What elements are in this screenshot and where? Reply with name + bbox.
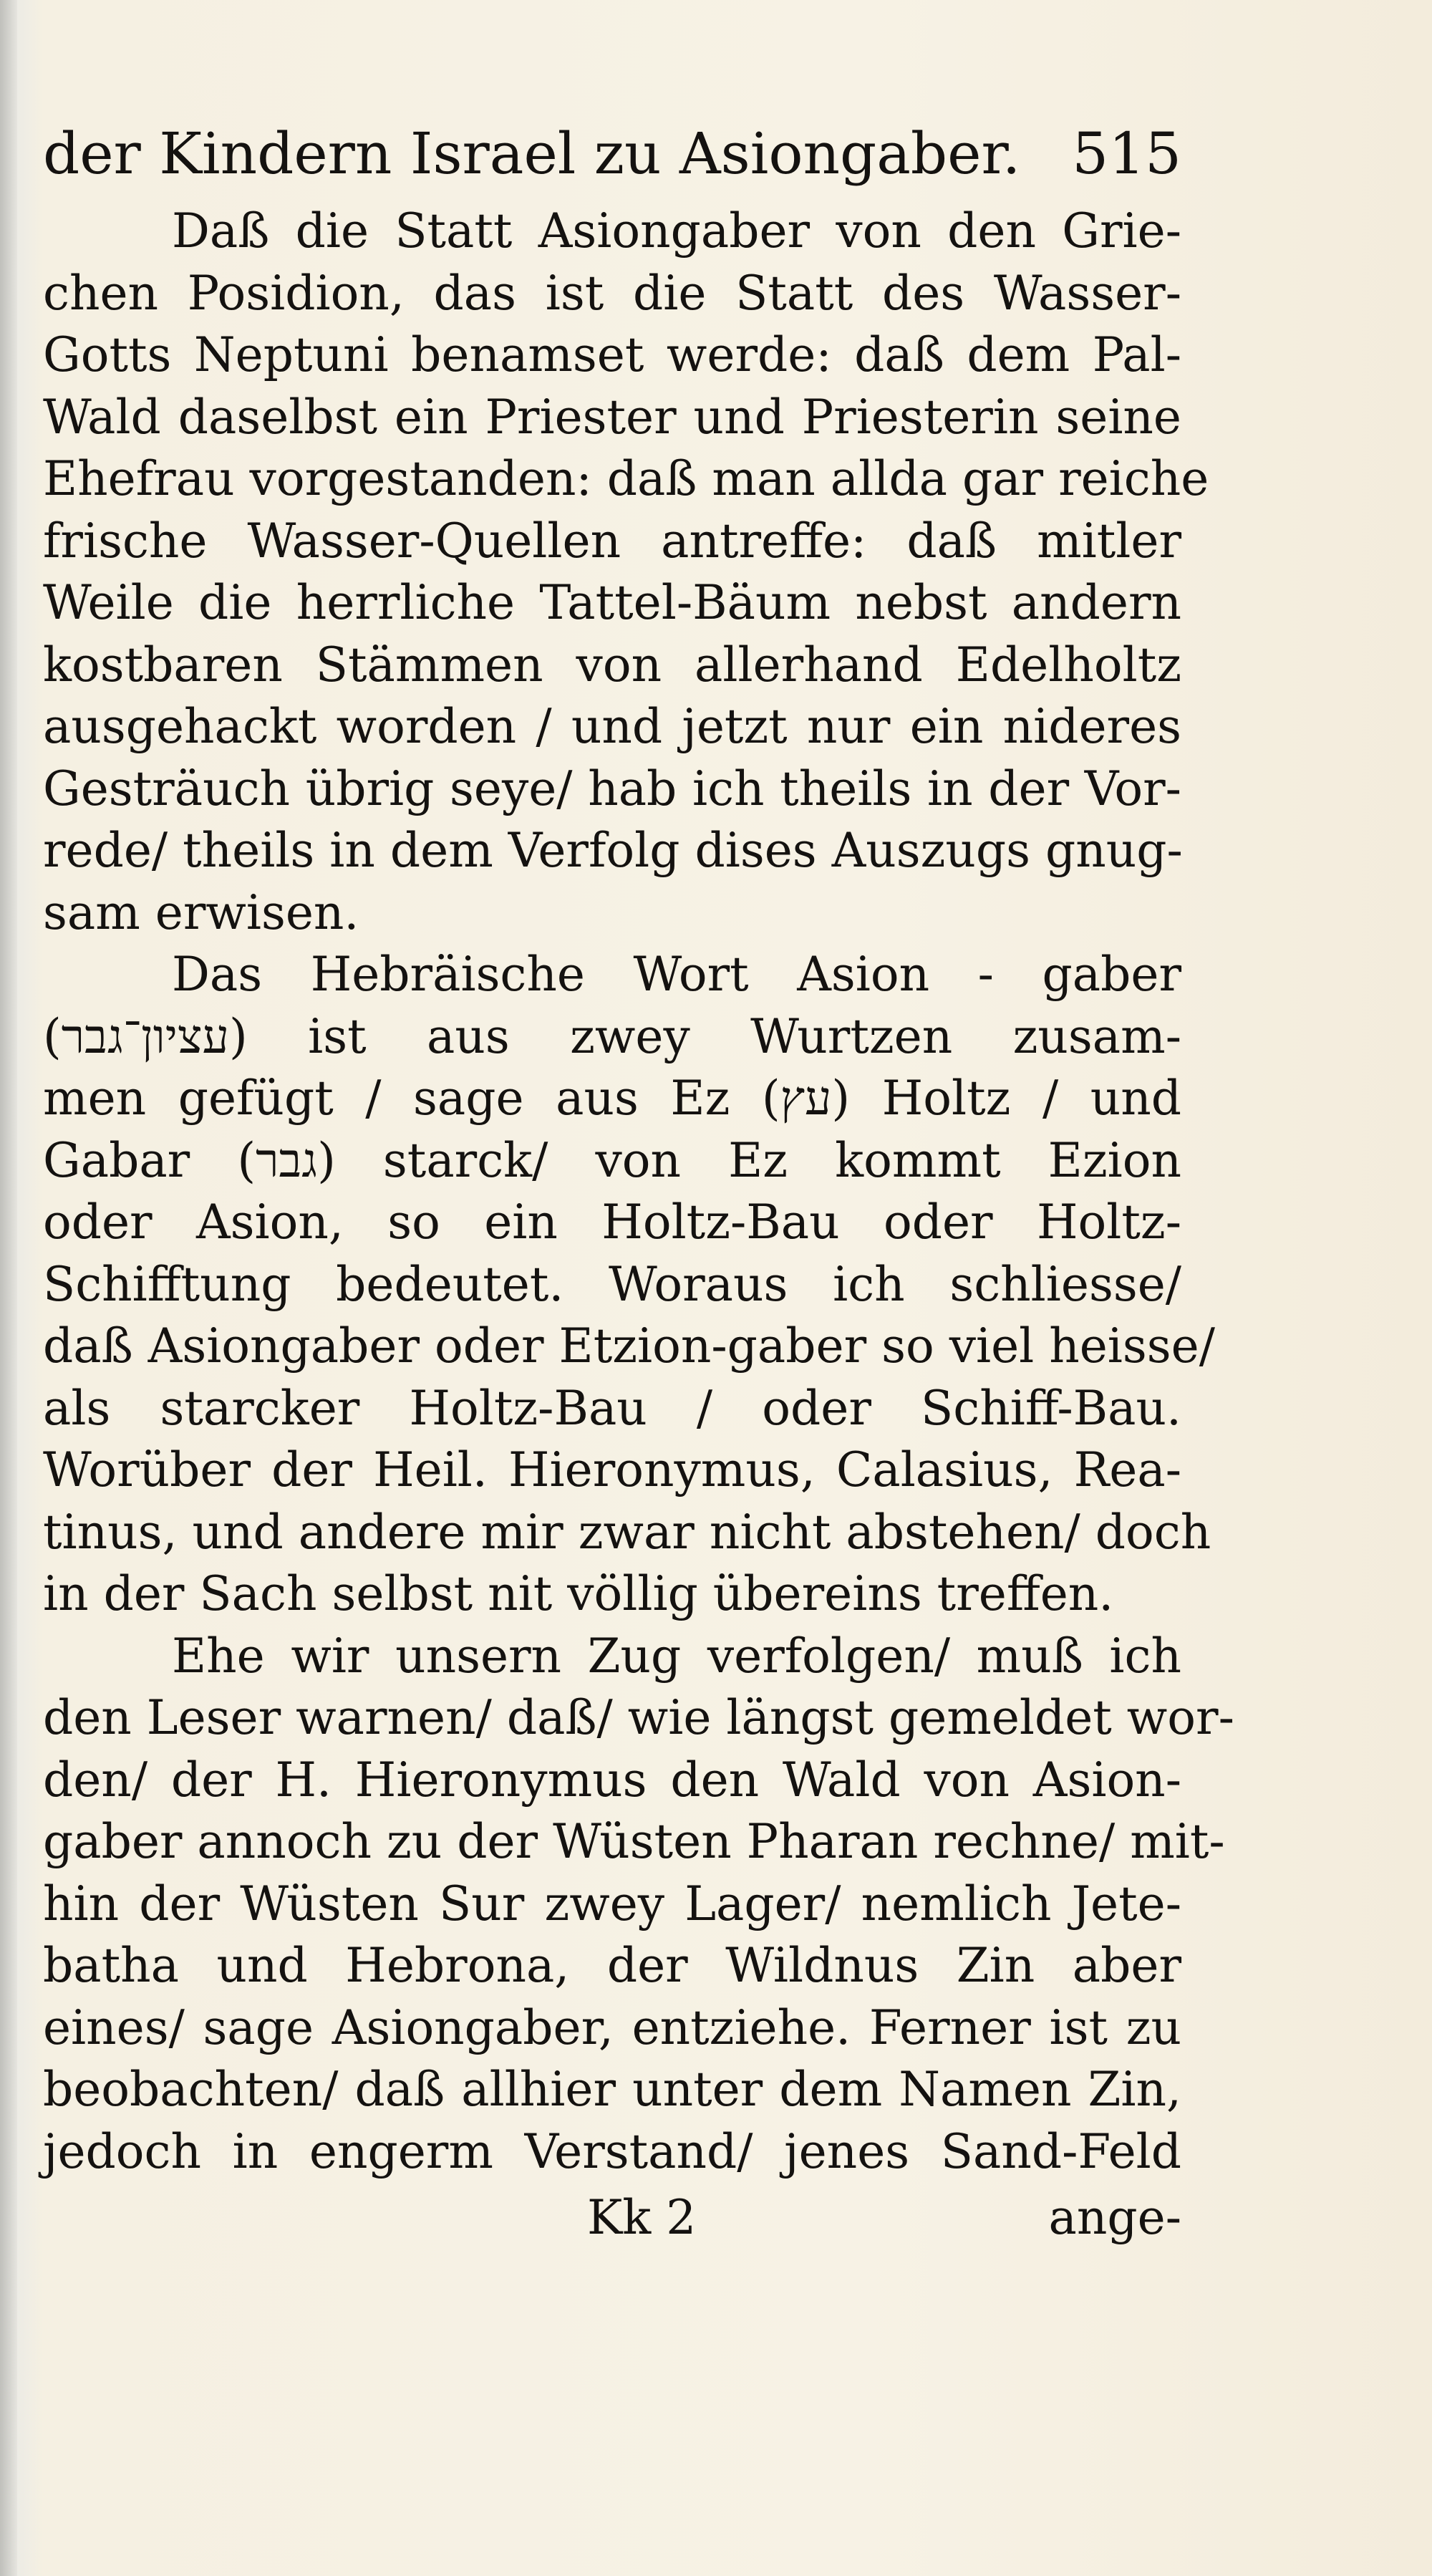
- text-line: Gabar (גבר) starck/ von Ez kommt Ezion: [43, 1132, 1181, 1188]
- page-number: 515: [1072, 120, 1181, 187]
- text-line: gaber annoch zu der Wüsten Pharan rechne/ mit-: [43, 1814, 1225, 1869]
- text-line: sam erwisen.: [43, 884, 359, 940]
- signature-mark: Kk 2: [587, 2190, 697, 2245]
- page-edge: [0, 0, 17, 2576]
- text-line: batha und Hebrona, der Wildnus Zin aber: [43, 1938, 1181, 1993]
- text-line: oder Asion, so ein Holtz-Bau oder Holtz-: [43, 1195, 1181, 1250]
- text-line: tinus, und andere mir zwar nicht abstehen/ doch: [43, 1504, 1211, 1560]
- text-line: daß Asiongaber oder Etzion-gaber so viel heisse/: [43, 1318, 1215, 1374]
- text-line: eines/ sage Asiongaber, entziehe. Ferner ist zu: [43, 1999, 1181, 2055]
- book-page: [43, 107, 1234, 2250]
- body-text: [43, 201, 1234, 2183]
- text-line: Worüber der Heil. Hieronymus, Calasius, Rea-: [43, 1442, 1181, 1497]
- text-line: Weile die herrliche Tattel-Bäum nebst andern: [43, 575, 1181, 630]
- text-line: Ehefrau vorgestanden: daß man allda gar reiche: [43, 451, 1209, 506]
- text-line: ausgehackt worden / und jetzt nur ein nideres: [43, 699, 1181, 754]
- text-line: beobachten/ daß allhier unter dem Namen Zin,: [43, 2062, 1181, 2117]
- text-line: rede/ theils in dem Verfolg dises Auszugs gnug-: [43, 823, 1183, 878]
- running-header: [43, 107, 1181, 201]
- running-title: der Kindern Israel zu Asiongaber.: [43, 120, 1021, 187]
- text-line: Gesträuch übrig seye/ hab ich theils in der Vor-: [43, 761, 1181, 816]
- text-line: Gotts Neptuni benamset werde: daß dem Pal-: [43, 327, 1181, 382]
- text-line: Das Hebräische Wort Asion - gaber: [172, 947, 1181, 1002]
- page-footer: [43, 2186, 1181, 2250]
- text-line: den Leser warnen/ daß/ wie längst gemeldet wor-: [43, 1690, 1234, 1745]
- text-line: hin der Wüsten Sur zwey Lager/ nemlich Jete-: [43, 1876, 1181, 1931]
- text-line: Daß die Statt Asiongaber von den Grie-: [172, 203, 1181, 259]
- text-line: chen Posidion, das ist die Statt des Wasser-: [43, 265, 1181, 321]
- text-line: Schifftung bedeutet. Woraus ich schliesse/: [43, 1256, 1181, 1312]
- text-line: als starcker Holtz-Bau / oder Schiff-Bau.: [43, 1380, 1181, 1436]
- catchword: ange-: [1048, 2190, 1181, 2245]
- text-line: men gefügt / sage aus Ez (עץ) Holtz / und: [43, 1071, 1181, 1126]
- text-line: frische Wasser-Quellen antreffe: daß mitler: [43, 513, 1181, 569]
- text-line: jedoch in engerm Verstand/ jenes Sand-Feld: [43, 2123, 1181, 2179]
- text-line: Ehe wir unsern Zug verfolgen/ muß ich: [172, 1628, 1181, 1684]
- text-line: in der Sach selbst nit völlig übereins treffen.: [43, 1566, 1114, 1621]
- text-line: den/ der H. Hieronymus den Wald von Asion-: [43, 1752, 1181, 1808]
- text-line: kostbaren Stämmen von allerhand Edelholtz: [43, 637, 1181, 693]
- text-line: (עציון־גבר) ist aus zwey Wurtzen zusam-: [43, 1008, 1181, 1064]
- text-line: Wald daselbst ein Priester und Priesterin seine: [43, 389, 1181, 445]
